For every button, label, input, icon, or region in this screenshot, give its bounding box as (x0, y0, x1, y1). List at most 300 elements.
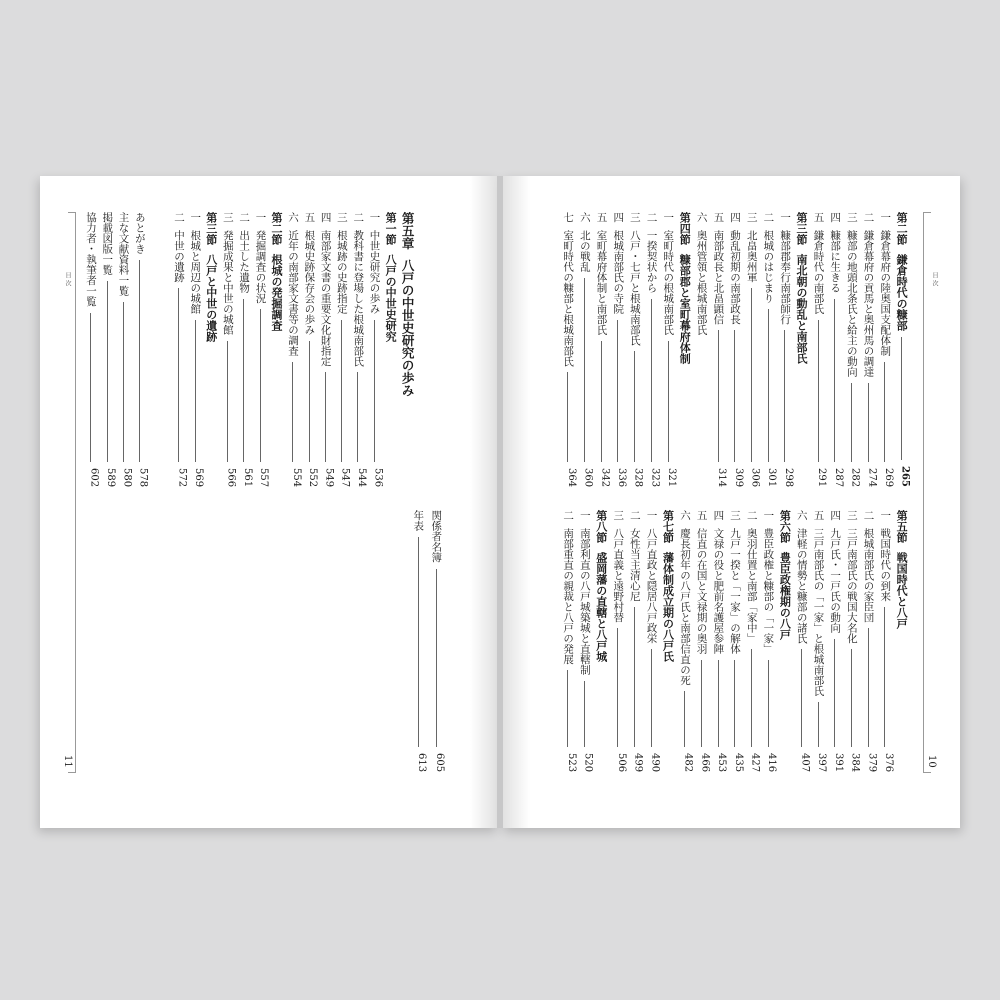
toc-entry (827, 510, 844, 772)
toc-line (660, 510, 677, 772)
toc-line (726, 212, 743, 487)
toc-section (268, 212, 284, 487)
toc-number: 七 (562, 212, 575, 223)
toc-number: 五 (712, 212, 725, 223)
leader-line (734, 330, 735, 462)
toc-line (399, 212, 415, 487)
toc-line (827, 510, 844, 772)
toc-entry (877, 212, 894, 487)
page-number[interactable]: 520 (582, 752, 594, 772)
toc-title[interactable]: 根城と周辺の城館 (189, 229, 202, 314)
toc-title[interactable]: 文禄の役と肥前名護屋参陣 (712, 527, 725, 654)
toc-title[interactable]: 九戸氏・一戸氏の動向 (829, 527, 842, 633)
toc-title[interactable]: 教科書に登場した根城南部氏 (352, 229, 365, 366)
toc-title[interactable]: 室町時代の根城南部氏 (662, 229, 675, 335)
page-number[interactable]: 613 (416, 752, 427, 772)
leader-line (801, 649, 802, 747)
toc-number: 四 (612, 212, 625, 223)
toc-title[interactable]: 動乱初期の南部政長 (729, 229, 742, 324)
page-number[interactable]: 416 (766, 752, 778, 772)
toc-section (203, 212, 219, 487)
toc-number: 二 (862, 510, 875, 521)
toc-entry (576, 212, 593, 487)
page-number[interactable]: 569 (193, 467, 204, 487)
toc-number: 一 (578, 510, 591, 521)
page-number[interactable]: 397 (816, 752, 828, 772)
page-number[interactable]: 391 (832, 752, 844, 772)
rule-tick (923, 212, 931, 213)
page-number[interactable]: 291 (816, 467, 828, 487)
toc-title[interactable]: 近年の南部家文書等の調査 (287, 229, 300, 356)
toc-entry (660, 212, 677, 487)
page-number[interactable]: 549 (323, 467, 335, 487)
margin-rule-left (75, 212, 76, 772)
toc-number: 二 (562, 510, 575, 521)
toc-line (560, 212, 577, 487)
page-number[interactable]: 298 (782, 467, 794, 487)
page-number[interactable]: 547 (339, 467, 351, 487)
page-number[interactable]: 523 (565, 752, 577, 772)
page-number[interactable]: 265 (899, 466, 911, 487)
toc-entry (760, 212, 777, 487)
leader-line (195, 320, 196, 462)
toc-title[interactable]: 室町時代の糠部と根城南部氏 (562, 229, 575, 366)
toc-line (793, 212, 810, 487)
toc-line (676, 212, 693, 487)
toc-title[interactable]: 三戸南部氏の戦国大名化 (845, 527, 858, 643)
toc-entry (877, 510, 894, 772)
toc-entry (676, 510, 693, 772)
leader-line (139, 260, 140, 462)
toc-number: 二 (745, 510, 758, 521)
page-number[interactable]: 269 (882, 467, 894, 487)
toc-line (334, 212, 350, 487)
toc-number: 二 (862, 212, 875, 223)
page-number[interactable]: 323 (649, 467, 661, 487)
toc-title[interactable]: 八戸直政と隠居八戸政栄 (645, 527, 658, 643)
leader-line (651, 299, 652, 462)
toc-line (777, 510, 794, 772)
leader-line (834, 299, 835, 462)
toc-title[interactable]: 発掘成果と中世の城館 (221, 229, 234, 335)
leader-line (634, 607, 635, 747)
toc-entry (843, 510, 860, 772)
toc-number: 六 (795, 510, 808, 521)
leader-line (768, 660, 769, 747)
toc-line (877, 212, 894, 487)
toc-number: 六 (578, 212, 591, 223)
toc-title[interactable]: 糠部に生きる (829, 229, 842, 293)
toc-number: 第一節 (384, 212, 398, 245)
toc-entry (99, 212, 115, 487)
toc-entry (760, 510, 777, 772)
leader-line (684, 691, 685, 747)
running-head-right: 目次 (931, 272, 938, 288)
toc-entry (236, 212, 252, 487)
toc-line (115, 212, 131, 487)
leader-line (243, 299, 244, 462)
toc-title[interactable]: 南部政長と北畠顕信 (712, 229, 725, 324)
toc-entry (171, 212, 187, 487)
page-number[interactable]: 602 (88, 467, 100, 487)
page-number[interactable]: 328 (632, 467, 644, 487)
page-number[interactable]: 376 (882, 752, 894, 772)
leader-line (567, 670, 568, 747)
toc-title[interactable]: 北畠奥州軍 (745, 229, 758, 282)
toc-entry (593, 212, 610, 487)
toc-number: 第八節 (594, 510, 608, 543)
toc-number: 四 (712, 510, 725, 521)
toc-title[interactable]: 信直の在国と文禄期の奥羽 (695, 527, 708, 654)
toc-number: 第四節 (678, 212, 692, 245)
toc-title[interactable]: 津軽の情勢と糠部の諸氏 (795, 527, 808, 643)
leader-line (634, 351, 635, 462)
page-number[interactable]: 544 (355, 467, 367, 487)
page-number[interactable]: 321 (666, 467, 678, 487)
toc-right-top (555, 212, 910, 487)
toc-title[interactable]: 女性当主清心尼 (628, 527, 641, 601)
page-number[interactable]: 554 (290, 467, 302, 487)
toc-number: 二 (628, 510, 641, 521)
toc-line (693, 212, 710, 487)
leader-line (374, 320, 375, 462)
leader-line (701, 660, 702, 747)
toc-entry (409, 510, 427, 772)
leader-line (818, 320, 819, 462)
page-number[interactable]: 360 (582, 467, 594, 487)
toc-title[interactable]: 鎌倉時代の南部氏 (812, 229, 825, 314)
toc-title[interactable]: 豊臣政権と糠部の「一家」 (762, 527, 775, 654)
toc-entry (317, 212, 333, 487)
toc-entry (560, 212, 577, 487)
toc-title[interactable]: 糠部郡と室町幕府体制 (678, 254, 692, 364)
toc-line (427, 510, 445, 772)
toc-line (236, 212, 252, 487)
leader-line (90, 313, 91, 462)
toc-entry (610, 212, 627, 487)
page-number[interactable]: 536 (372, 467, 384, 487)
spine (497, 176, 503, 828)
toc-title[interactable]: 南部家文書の重要文化財指定 (319, 229, 332, 366)
toc-number: 五 (812, 510, 825, 521)
toc-line (777, 212, 794, 487)
toc-title[interactable]: 三戸南部氏の「一家」と根城南部氏 (812, 527, 825, 696)
toc-title[interactable]: 慶長初年の八戸氏と南部信直の死 (678, 527, 691, 685)
toc-entry (726, 212, 743, 487)
toc-number: 一 (189, 212, 202, 223)
toc-number: 四 (319, 212, 332, 223)
toc-line (301, 212, 317, 487)
toc-title[interactable]: 八戸と中世の遺跡 (204, 254, 218, 342)
toc-line (793, 510, 810, 772)
page-number[interactable]: 309 (732, 467, 744, 487)
toc-number: 三 (628, 212, 641, 223)
toc-number: 一 (879, 212, 892, 223)
toc-title[interactable]: 根城南部氏の寺院 (612, 229, 625, 314)
toc-entry (610, 510, 627, 772)
toc-chapter (399, 212, 415, 487)
page-number[interactable]: 407 (799, 752, 811, 772)
page-number[interactable]: 379 (866, 752, 878, 772)
toc-line (810, 212, 827, 487)
toc-entry (843, 212, 860, 487)
toc-line (710, 212, 727, 487)
toc-title[interactable]: 協力者・執筆者一覧 (84, 212, 97, 307)
toc-entry (576, 510, 593, 772)
toc-entry (710, 510, 727, 772)
toc-line (843, 212, 860, 487)
toc-number: 一 (879, 510, 892, 521)
toc-line (643, 510, 660, 772)
toc-section (777, 510, 794, 772)
page-number[interactable]: 336 (615, 467, 627, 487)
page-number[interactable]: 342 (599, 467, 611, 487)
page-number[interactable]: 314 (716, 467, 728, 487)
toc-title[interactable]: 南北朝の動乱と南部氏 (795, 254, 809, 364)
toc-title[interactable]: 鎌倉幕府の陸奥国支配体制 (879, 229, 892, 356)
toc-line (676, 510, 693, 772)
page-number[interactable]: 578 (137, 467, 149, 487)
toc-title[interactable]: 糠部郡奉行南部師行 (779, 229, 792, 324)
page-number[interactable]: 301 (766, 467, 778, 487)
toc-number: 一 (762, 510, 775, 521)
toc-title[interactable]: 南部利直の八戸城築城と直轄制 (578, 527, 591, 675)
leader-line (584, 278, 585, 462)
toc-title[interactable]: 発掘調査の状況 (254, 229, 267, 303)
page-number[interactable]: 499 (632, 752, 644, 772)
toc-title[interactable]: 藩体制成立期の八戸氏 (661, 552, 675, 662)
toc-number: 第二節 (895, 212, 909, 245)
toc-number: 三 (335, 212, 348, 223)
toc-number: 四 (829, 510, 842, 521)
leader-line (617, 628, 618, 747)
toc-entry (777, 212, 794, 487)
page-number[interactable]: 490 (649, 752, 661, 772)
toc-section (660, 510, 677, 772)
toc-title[interactable]: 八戸・七戸と根城南部氏 (628, 229, 641, 345)
toc-line (893, 212, 910, 487)
toc-line (285, 212, 301, 487)
toc-line (843, 510, 860, 772)
leader-line (751, 288, 752, 462)
page-number[interactable]: 384 (849, 752, 861, 772)
toc-title[interactable]: 糠部の地頭北条氏と給主の動向 (845, 229, 858, 377)
page-number[interactable]: 482 (682, 752, 694, 772)
toc-entry (810, 212, 827, 487)
toc-line (877, 510, 894, 772)
gutter-shadow-right (502, 176, 530, 828)
page-number[interactable]: 435 (732, 752, 744, 772)
toc-entry (350, 212, 366, 487)
toc-entry (643, 510, 660, 772)
page-number[interactable]: 589 (105, 467, 116, 487)
toc-number: 第五章 (400, 212, 416, 250)
page-number[interactable]: 557 (258, 467, 270, 487)
toc-line (610, 212, 627, 487)
toc-line (593, 510, 610, 772)
toc-title[interactable]: 室町幕府体制と南部氏 (595, 229, 608, 335)
toc-number: 三 (612, 510, 625, 521)
toc-gap (148, 212, 171, 487)
toc-entry (301, 212, 317, 487)
toc-title[interactable]: 主な文献資料一覧 (117, 212, 130, 296)
toc-title[interactable]: 八戸の中世史研究 (384, 254, 398, 342)
leader-line (818, 702, 819, 747)
toc-entry (219, 212, 235, 487)
toc-title[interactable]: 盛岡藩の直轄と八戸城 (594, 552, 608, 662)
toc-title[interactable]: 戦国時代と八戸 (895, 552, 909, 629)
toc-line (726, 510, 743, 772)
toc-title[interactable]: 一揆契状から (645, 229, 658, 293)
toc-line (660, 212, 677, 487)
toc-entry (131, 212, 147, 487)
toc-entry (726, 510, 743, 772)
toc-line (810, 510, 827, 772)
toc-entry (860, 212, 877, 487)
toc-line (317, 212, 333, 487)
page-number[interactable]: 466 (699, 752, 711, 772)
toc-line (350, 212, 366, 487)
leader-line (123, 302, 124, 462)
toc-number: 一 (779, 212, 792, 223)
toc-section (676, 212, 693, 487)
toc-entry (83, 212, 99, 487)
page-number[interactable]: 580 (121, 467, 133, 487)
leader-line (901, 337, 902, 460)
toc-entry (366, 212, 382, 487)
toc-title[interactable]: 八戸の中世史研究の歩み (400, 258, 416, 396)
toc-line (626, 510, 643, 772)
leader-line (868, 383, 869, 462)
toc-number: 二 (762, 212, 775, 223)
toc-entry (560, 510, 577, 772)
leader-line (784, 330, 785, 462)
leader-line (751, 649, 752, 747)
leader-line (107, 281, 108, 462)
leader-line (325, 372, 326, 462)
toc-number: 六 (695, 212, 708, 223)
toc-title[interactable]: 北の戦乱 (578, 229, 591, 272)
toc-number: 三 (729, 510, 742, 521)
toc-number: 六 (287, 212, 300, 223)
toc-number: 三 (845, 212, 858, 223)
toc-number: 二 (645, 212, 658, 223)
toc-title[interactable]: 根城のはじまり (762, 229, 775, 303)
leader-line (584, 681, 585, 747)
page-number[interactable]: 282 (849, 467, 861, 487)
toc-right-bottom (555, 510, 910, 772)
toc-entry (115, 212, 131, 487)
toc-line (409, 510, 427, 772)
leader-line (834, 639, 835, 747)
toc-title[interactable]: 根城史跡保存会の歩み (303, 229, 316, 335)
toc-number: 第二節 (269, 212, 283, 245)
toc-title[interactable]: 出土した遺物 (238, 229, 251, 293)
toc-entry (860, 510, 877, 772)
page-number[interactable]: 561 (241, 467, 253, 487)
leader-line (851, 649, 852, 747)
page-number[interactable]: 552 (307, 467, 319, 487)
toc-line (560, 510, 577, 772)
leader-line (851, 383, 852, 462)
toc-line (219, 212, 235, 487)
page-number[interactable]: 274 (866, 467, 878, 487)
page-number[interactable]: 506 (615, 752, 627, 772)
toc-title[interactable]: 鎌倉幕府の貢馬と奥州馬の調達 (862, 229, 875, 377)
toc-entry (643, 212, 660, 487)
toc-title[interactable]: 奥羽仕置と南部「家中」 (745, 527, 758, 643)
toc-entry (793, 510, 810, 772)
toc-title[interactable]: 鎌倉時代の糠部 (895, 254, 909, 331)
page-number[interactable]: 364 (565, 467, 577, 487)
toc-title[interactable]: あとがき (133, 212, 146, 254)
toc-section (793, 212, 810, 487)
toc-title[interactable]: 中世史研究の歩み (368, 229, 381, 314)
leader-line (768, 309, 769, 462)
toc-number: 五 (695, 510, 708, 521)
margin-rule-right (923, 212, 924, 772)
toc-number: 二 (352, 212, 365, 223)
toc-title[interactable]: 根城南部氏の家臣団 (862, 527, 875, 622)
toc-line (693, 510, 710, 772)
leader-line (178, 288, 179, 462)
toc-entry (743, 212, 760, 487)
toc-title[interactable]: 奥州管領と根城南部氏 (695, 229, 708, 335)
toc-title[interactable]: 九戸一揆と「一家」の解体 (729, 527, 742, 654)
toc-line (643, 212, 660, 487)
rule-tick (923, 772, 931, 773)
toc-title[interactable]: 八戸直義と遠野村替 (612, 527, 625, 622)
toc-line (83, 212, 99, 487)
page-number[interactable]: 566 (225, 467, 237, 487)
toc-entry (334, 212, 350, 487)
leader-line (260, 309, 261, 462)
toc-title[interactable]: 根城の発掘調査 (269, 254, 283, 331)
page-number[interactable]: 427 (749, 752, 761, 772)
toc-line (610, 510, 627, 772)
leader-line (418, 537, 419, 747)
toc-section (893, 510, 910, 772)
toc-title[interactable]: 戦国時代の到来 (879, 527, 892, 601)
leader-line (617, 320, 618, 462)
toc-number: 二 (238, 212, 251, 223)
toc-title[interactable]: 中世の遺跡 (172, 229, 185, 282)
page-number[interactable]: 572 (176, 467, 188, 487)
toc-title[interactable]: 根城跡の史跡指定 (335, 229, 348, 314)
toc-title[interactable]: 年表 (412, 510, 425, 531)
toc-entry (710, 212, 727, 487)
page-number[interactable]: 453 (716, 752, 728, 772)
page-number[interactable]: 287 (832, 467, 844, 487)
toc-line (576, 212, 593, 487)
leader-line (868, 628, 869, 747)
toc-section (593, 510, 610, 772)
leader-line (651, 649, 652, 747)
leader-line (601, 341, 602, 462)
toc-line (203, 212, 219, 487)
gutter-shadow-left (470, 176, 498, 828)
toc-title[interactable]: 関係者名簿 (430, 510, 443, 563)
toc-number: 四 (729, 212, 742, 223)
toc-title[interactable]: 南部重直の親裁と八戸の発展 (562, 527, 575, 664)
leader-line (884, 607, 885, 747)
page-number[interactable]: 605 (434, 752, 445, 772)
page-number[interactable]: 306 (749, 467, 761, 487)
toc-left-bottom (395, 510, 445, 772)
toc-title[interactable]: 豊臣政権期の八戸 (778, 552, 792, 640)
toc-title[interactable]: 掲載図版一覧 (101, 212, 114, 275)
toc-left-top (80, 212, 415, 487)
